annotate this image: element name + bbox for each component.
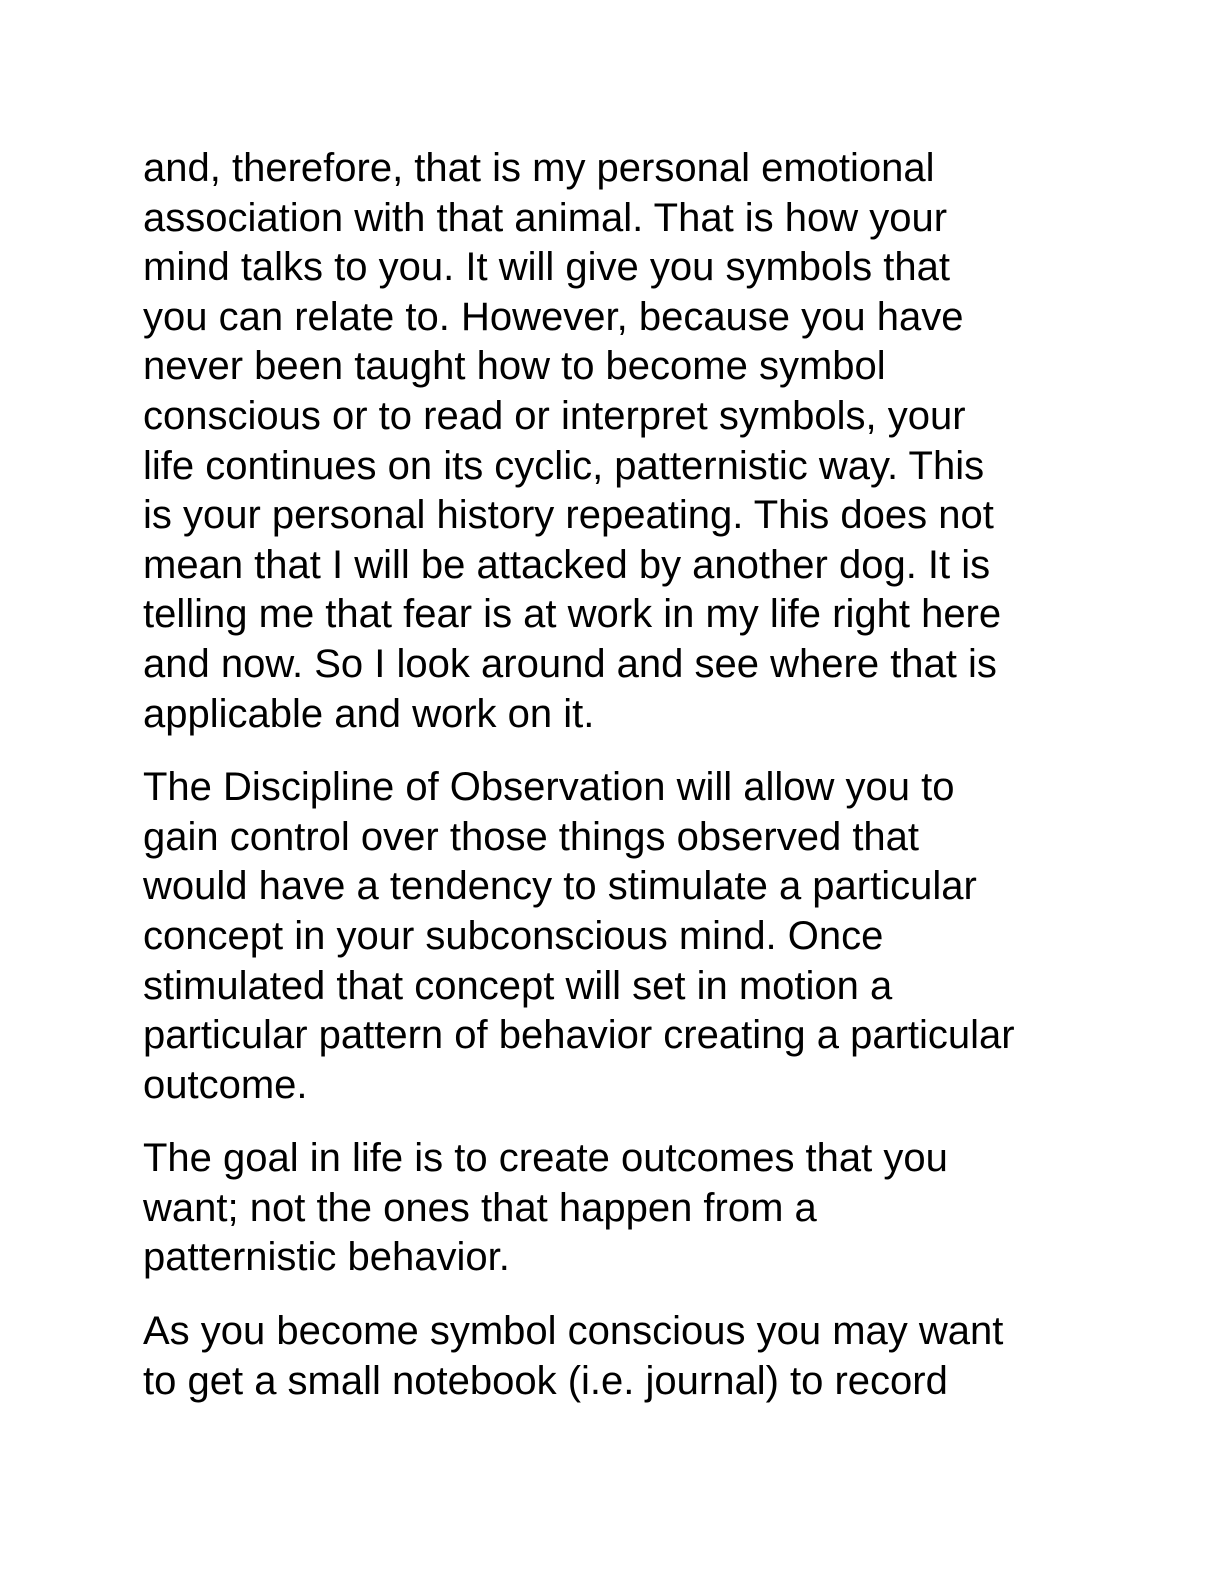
text-line: never been taught how to become symbol (143, 344, 886, 389)
text-line: gain control over those things observed that (143, 814, 920, 859)
text-line: applicable and work on it. (143, 691, 595, 736)
text-line: you can relate to. However, because you have (143, 294, 964, 339)
text-line: As you become symbol conscious you may want (143, 1309, 1004, 1354)
text-line: life continues on its cyclic, patternistic way. This (143, 443, 985, 488)
text-line: to get a small notebook (i.e. journal) to record (143, 1358, 948, 1403)
document-page (143, 144, 1083, 1430)
text-line: and now. So I look around and see where that is (143, 641, 997, 686)
text-line: mind talks to you. It will give you symbols that (143, 245, 950, 290)
text-line: is your personal history repeating. This does not (143, 493, 994, 538)
paragraph-3 (143, 1134, 1083, 1283)
text-line: would have a tendency to stimulate a particular (143, 864, 977, 909)
paragraph-1 (143, 144, 1083, 739)
text-line: and, therefore, that is my personal emotional (143, 146, 935, 190)
text-line: want; not the ones that happen from a (143, 1185, 817, 1230)
text-line: mean that I will be attacked by another dog. It is (143, 542, 991, 587)
text-line: patternistic behavior. (143, 1235, 510, 1280)
text-line: particular pattern of behavior creating a particular (143, 1013, 1015, 1058)
text-line: concept in your subconscious mind. Once (143, 913, 884, 958)
text-line: outcome. (143, 1062, 308, 1107)
text-line: The Discipline of Observation will allow you to (143, 765, 955, 810)
text-line: conscious or to read or interpret symbols, your (143, 393, 966, 438)
text-line: stimulated that concept will set in motion a (143, 963, 893, 1008)
text-line: association with that animal. That is how your (143, 195, 948, 240)
paragraph-2 (143, 763, 1083, 1110)
text-line: telling me that fear is at work in my life right here (143, 592, 1002, 637)
paragraph-4 (143, 1307, 1083, 1406)
text-line: The goal in life is to create outcomes that you (143, 1136, 948, 1181)
